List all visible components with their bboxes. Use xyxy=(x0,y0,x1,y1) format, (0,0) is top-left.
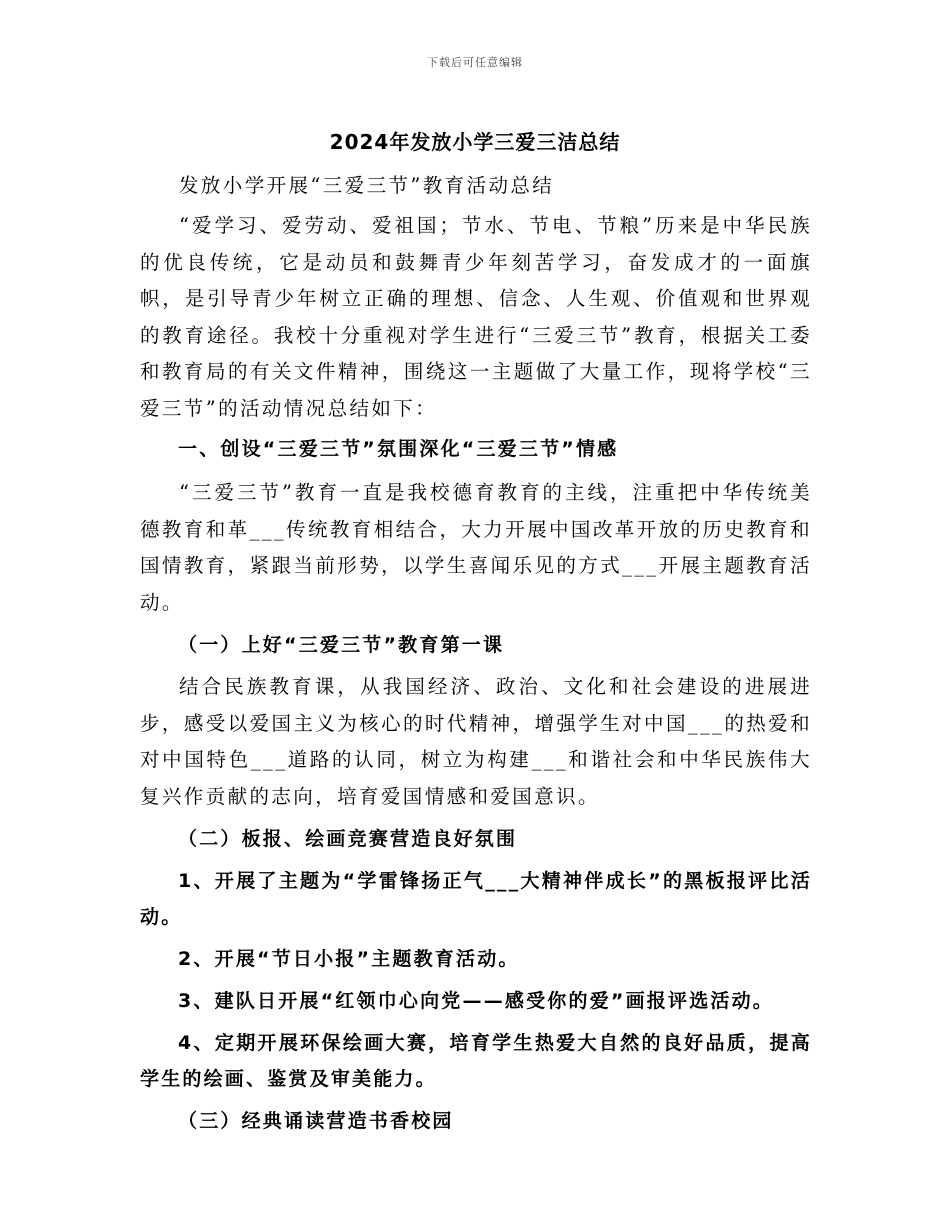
paragraph-subsection-1: 结合民族教育课，从我国经济、政治、文化和社会建设的进展进步，感受以爱国主义为核心的时代精神，增强学生对中国___的热爱和对中国特色___道路的认同，树立为构建___和谐社会和中华民族伟大复兴作贡献的志向，培育爱国情感和爱国意识。 xyxy=(140,675,812,808)
subsection-heading-1: （一）上好“三爱三节”教育第一课 xyxy=(178,634,505,656)
list-item-4: 4、定期开展环保绘画大赛，培育学生热爱大自然的良好品质，提高学生的绘画、鉴赏及审美能力。 xyxy=(140,1032,812,1090)
subsection-heading-2: （二）板报、绘画竞赛营造良好氛围 xyxy=(178,828,518,850)
subsection-heading-3: （三）经典诵读营造书香校园 xyxy=(178,1110,454,1132)
list-item-1: 1、开展了主题为“学雷锋扬正气___大精神伴成长”的黑板报评比活动。 xyxy=(140,870,812,928)
document-title: 2024年发放小学三爱三洁总结 xyxy=(329,130,621,154)
paragraph-intro: “爱学习、爱劳动、爱祖国；节水、节电、节粮”历来是中华民族的优良传统，它是动员和鼓舞青少年刻苦学习，奋发成才的一面旗帜，是引导青少年树立正确的理想、信念、人生观、价值观和世界观的教育途径。我校十分重视对学生进行“三爱三节”教育，根据关工委和教育局的有关文件精神，围绕这一主题做了大量工作，现将学校“三爱三节”的活动情况总结如下： xyxy=(140,214,812,420)
document-body xyxy=(140,168,812,1145)
intro-heading: 发放小学开展“三爱三节”教育活动总结 xyxy=(179,174,555,197)
section-heading-1: 一、创设“三爱三节”氛围深化“三爱三节”情感 xyxy=(178,438,619,460)
header-note: 下载后可任意编辑 xyxy=(427,56,523,69)
list-item-2: 2、开展“节日小报”主题教育活动。 xyxy=(178,948,520,970)
list-item-3: 3、建队日开展“红领巾心向党——感受你的爱”画报评选活动。 xyxy=(178,990,774,1012)
paragraph-section-1: “三爱三节”教育一直是我校德育教育的主线，注重把中华传统美德教育和革___传统教育相结合，大力开展中国改革开放的历史教育和国情教育，紧跟当前形势，以学生喜闻乐见的方式___开展主题教育活动。 xyxy=(140,481,812,614)
